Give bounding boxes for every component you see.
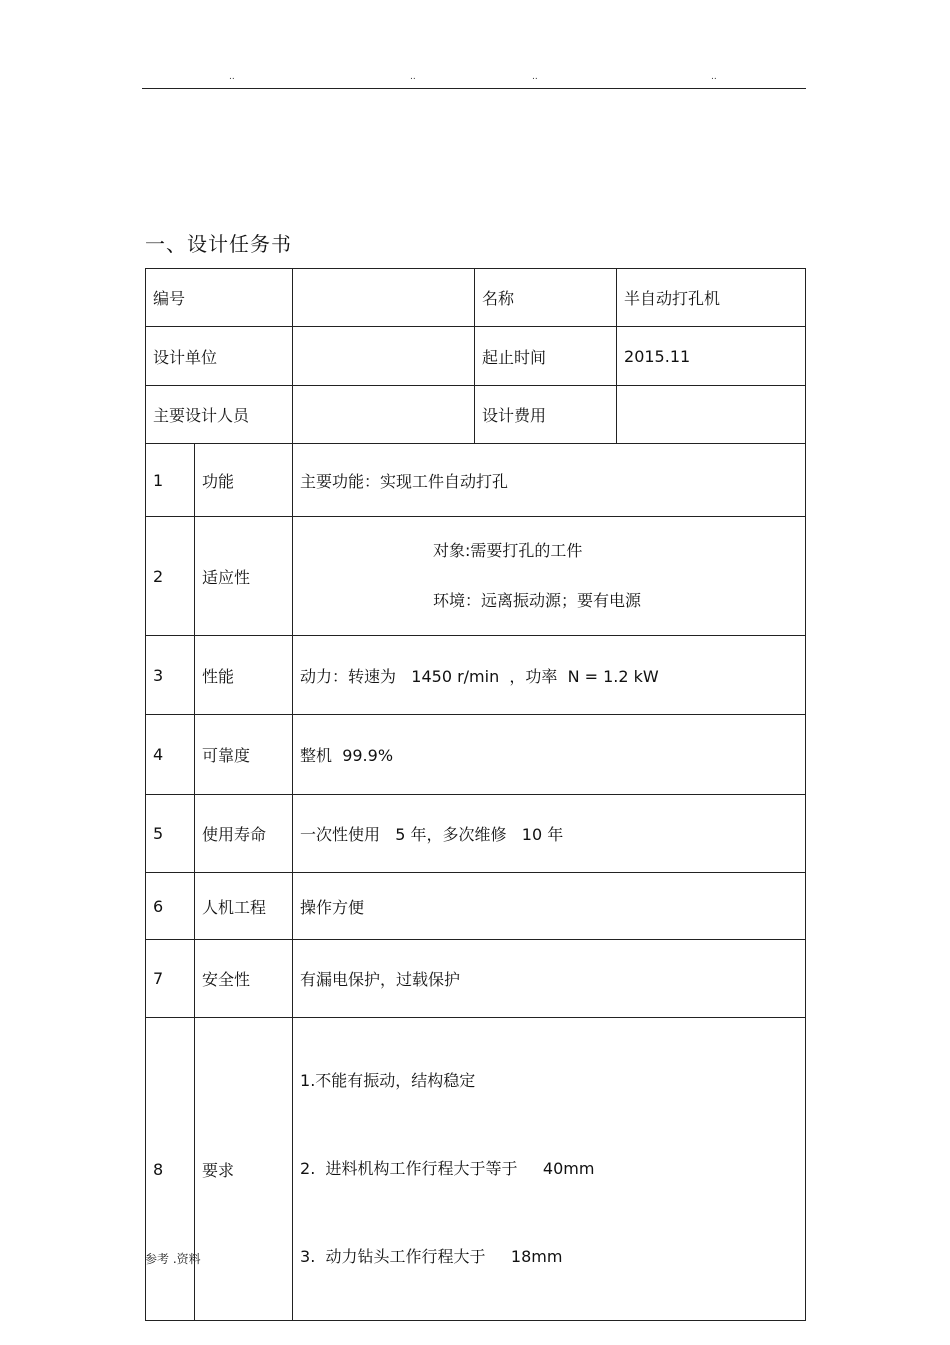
- value-cell: [617, 386, 806, 444]
- row-number: 2: [146, 517, 195, 636]
- footer-note: 参考 .资料: [145, 1252, 201, 1266]
- table-row: [146, 636, 806, 715]
- table-row: [146, 327, 806, 386]
- item-name: 安全性: [195, 940, 293, 1018]
- row-number: 4: [146, 715, 195, 795]
- label-cell: 编号: [146, 269, 293, 327]
- item-name: 使用寿命: [195, 795, 293, 873]
- page-header-marks: [0, 72, 950, 86]
- header-mark: ..: [410, 72, 416, 82]
- section-title: 一、设计任务书: [145, 232, 292, 256]
- table-row: [146, 873, 806, 940]
- item-name: 要求: [195, 1018, 293, 1321]
- table-row: [146, 444, 806, 517]
- item-name: 可靠度: [195, 715, 293, 795]
- item-content: [293, 1018, 806, 1321]
- value-cell: 半自动打孔机: [617, 269, 806, 327]
- table-row: [146, 386, 806, 444]
- item-content: 有漏电保护，过载保护: [293, 940, 806, 1018]
- row-number: 1: [146, 444, 195, 517]
- table-row: [146, 940, 806, 1018]
- table-row: [146, 269, 806, 327]
- label-cell: 设计费用: [475, 386, 617, 444]
- row-number: 5: [146, 795, 195, 873]
- value-cell: [293, 327, 475, 386]
- item-content: [293, 517, 806, 636]
- item-content: 一次性使用 5 年，多次维修 10 年: [293, 795, 806, 873]
- content-line: 1.不能有振动，结构稳定: [300, 1071, 476, 1090]
- item-content: 动力：转速为 1450 r/min ，功率 N = 1.2 kW: [293, 636, 806, 715]
- label-cell: 主要设计人员: [146, 386, 293, 444]
- header-rule: [142, 88, 806, 89]
- header-mark: ..: [532, 72, 538, 82]
- value-cell: [293, 269, 475, 327]
- item-name: 人机工程: [195, 873, 293, 940]
- content-line: 3. 动力钻头工作行程大于 18mm: [300, 1247, 563, 1266]
- item-name: 性能: [195, 636, 293, 715]
- value-cell: 2015.11: [617, 327, 806, 386]
- row-number: 8: [146, 1018, 195, 1321]
- row-number: 7: [146, 940, 195, 1018]
- table-row: [146, 795, 806, 873]
- header-mark: ..: [711, 72, 717, 82]
- table-row: [146, 715, 806, 795]
- value-cell: [293, 386, 475, 444]
- header-mark: ..: [229, 72, 235, 82]
- content-line: 环境：远离振动源；要有电源: [433, 591, 642, 610]
- content-line: 2. 进料机构工作行程大于等于 40mm: [300, 1159, 595, 1178]
- table-row: [146, 1018, 806, 1321]
- design-task-table: [145, 268, 806, 1321]
- content-line: 对象:需要打孔的工件: [433, 541, 583, 560]
- row-number: 3: [146, 636, 195, 715]
- item-name: 功能: [195, 444, 293, 517]
- label-cell: 名称: [475, 269, 617, 327]
- item-name: 适应性: [195, 517, 293, 636]
- label-cell: 起止时间: [475, 327, 617, 386]
- row-number: 6: [146, 873, 195, 940]
- item-content: 整机 99.9%: [293, 715, 806, 795]
- table-row: [146, 517, 806, 636]
- label-cell: 设计单位: [146, 327, 293, 386]
- item-content: 主要功能：实现工件自动打孔: [293, 444, 806, 517]
- item-content: 操作方便: [293, 873, 806, 940]
